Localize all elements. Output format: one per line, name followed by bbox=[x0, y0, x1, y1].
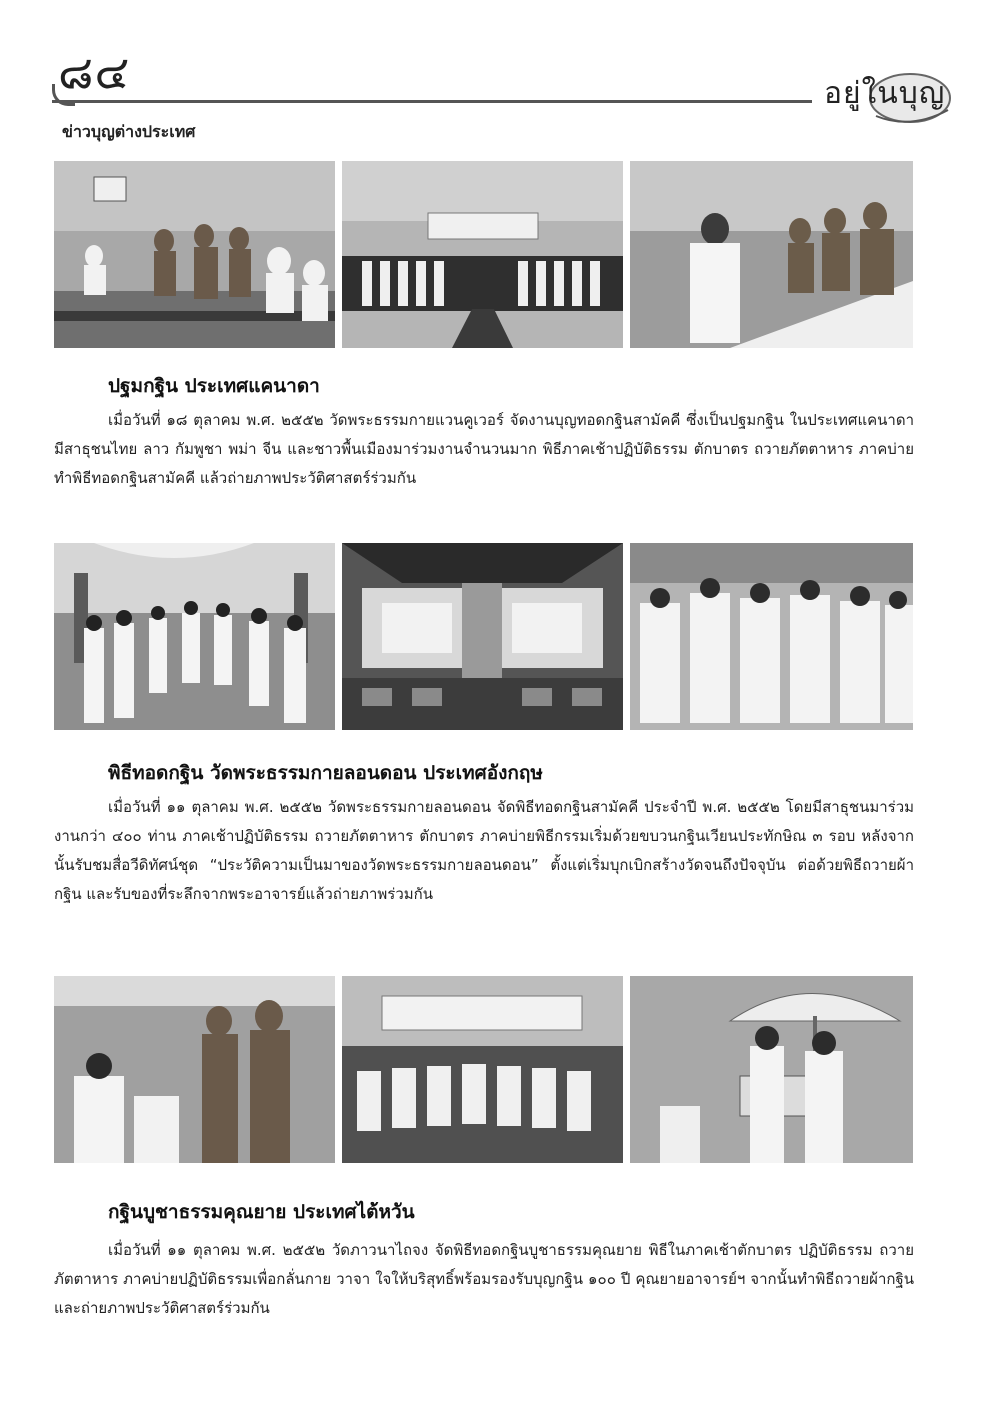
photo-row-taiwan bbox=[54, 976, 913, 1163]
story-heading-london: พิธีทอดกฐิน วัดพระธรรมกายลอนดอน ประเทศอังกฤษ bbox=[108, 762, 543, 784]
page-header bbox=[0, 0, 1000, 120]
story-body-taiwan: เมื่อวันที่ ๑๑ ตุลาคม พ.ศ. ๒๕๕๒ วัดภาวนาไถจง จัดพิธีทอดกฐินบูชาธรรมคุณยาย พิธีในภาคเช้าตักบาตร ปฏิบัติธรรม ถวายภัตตาหาร ภาคบ่ายปฏิบัติธรรมเพื่อกลั่นกาย วาจา ใจให้บริสุทธิ์พร้อมรองรับบุญกฐิน ๑๐๐ ปี คุณยายอาจารย์ฯ จากนั้นทำพิธีถวายผ้ากฐิน และถ่ายภาพประวัติศาสตร์ร่วมกัน bbox=[54, 1241, 914, 1317]
photo-canada-group-portrait bbox=[342, 161, 623, 348]
magazine-logo bbox=[816, 66, 956, 126]
photo-london-kathina-procession bbox=[54, 543, 335, 730]
photo-taiwan-almsgiving bbox=[54, 976, 335, 1163]
photo-taiwan-group-portrait bbox=[342, 976, 623, 1163]
photo-taiwan-kathina-robe-procession bbox=[630, 976, 913, 1163]
photo-row-canada bbox=[54, 161, 913, 348]
header-rule bbox=[52, 100, 812, 103]
page-number: ๘๔ bbox=[58, 45, 131, 99]
story-heading-canada: ปฐมกฐิน ประเทศแคนาดา bbox=[108, 375, 320, 397]
story-body-london: เมื่อวันที่ ๑๑ ตุลาคม พ.ศ. ๒๕๕๒ วัดพระธรรมกายลอนดอน จัดพิธีทอดกฐินสามัคคี ประจำปี พ.ศ. ๒๕๕๒ โดยมีสาธุชนมาร่วมงานกว่า ๔๐๐ ท่าน ภาคเช้าปฏิบัติธรรม ถวายภัตตาหาร ตักบาตร ภาคบ่ายพิธีกรรมเริ่มด้วยขบวนกฐินเวียนประทักษิณ ๓ รอบ หลังจากนั้นรับชมสื่อวีดิทัศน์ชุด “ประวัติความเป็นมาของวัดพระธรรมกายลอนดอน” ตั้งแต่เริ่มบุกเบิกสร้างวัดจนถึงปัจจุบัน ต่อด้วยพิธีถวายผ้ากฐิน และรับของที่ระลึกจากพระอาจารย์แล้วถ่ายภาพร่วมกัน bbox=[54, 798, 914, 903]
photo-london-temple-hall bbox=[342, 543, 623, 730]
photo-canada-almsgiving-hall bbox=[54, 161, 335, 348]
logo-text: อยู่ในบุญ bbox=[824, 76, 946, 111]
photo-london-crowd bbox=[630, 543, 913, 730]
story-heading-taiwan: กฐินบูชาธรรมคุณยาย ประเทศไต้หวัน bbox=[108, 1201, 415, 1223]
photo-canada-offering-to-monks bbox=[630, 161, 913, 348]
photo-row-london bbox=[54, 543, 913, 730]
story-body-canada: เมื่อวันที่ ๑๘ ตุลาคม พ.ศ. ๒๕๕๒ วัดพระธรรมกายแวนคูเวอร์ จัดงานบุญทอดกฐินสามัคคี ซึ่งเป็นปฐมกฐิน ในประเทศแคนาดา มีสาธุชนไทย ลาว กัมพูชา พม่า จีน และชาวพื้นเมืองมาร่วมงานจำนวนมาก พิธีภาคเช้าปฏิบัติธรรม ตักบาตร ถวายภัตตาหาร ภาคบ่ายทำพิธีทอดกฐินสามัคคี แล้วถ่ายภาพประวัติศาสตร์ร่วมกัน bbox=[54, 411, 914, 487]
section-label: ข่าวบุญต่างประเทศ bbox=[62, 122, 196, 141]
